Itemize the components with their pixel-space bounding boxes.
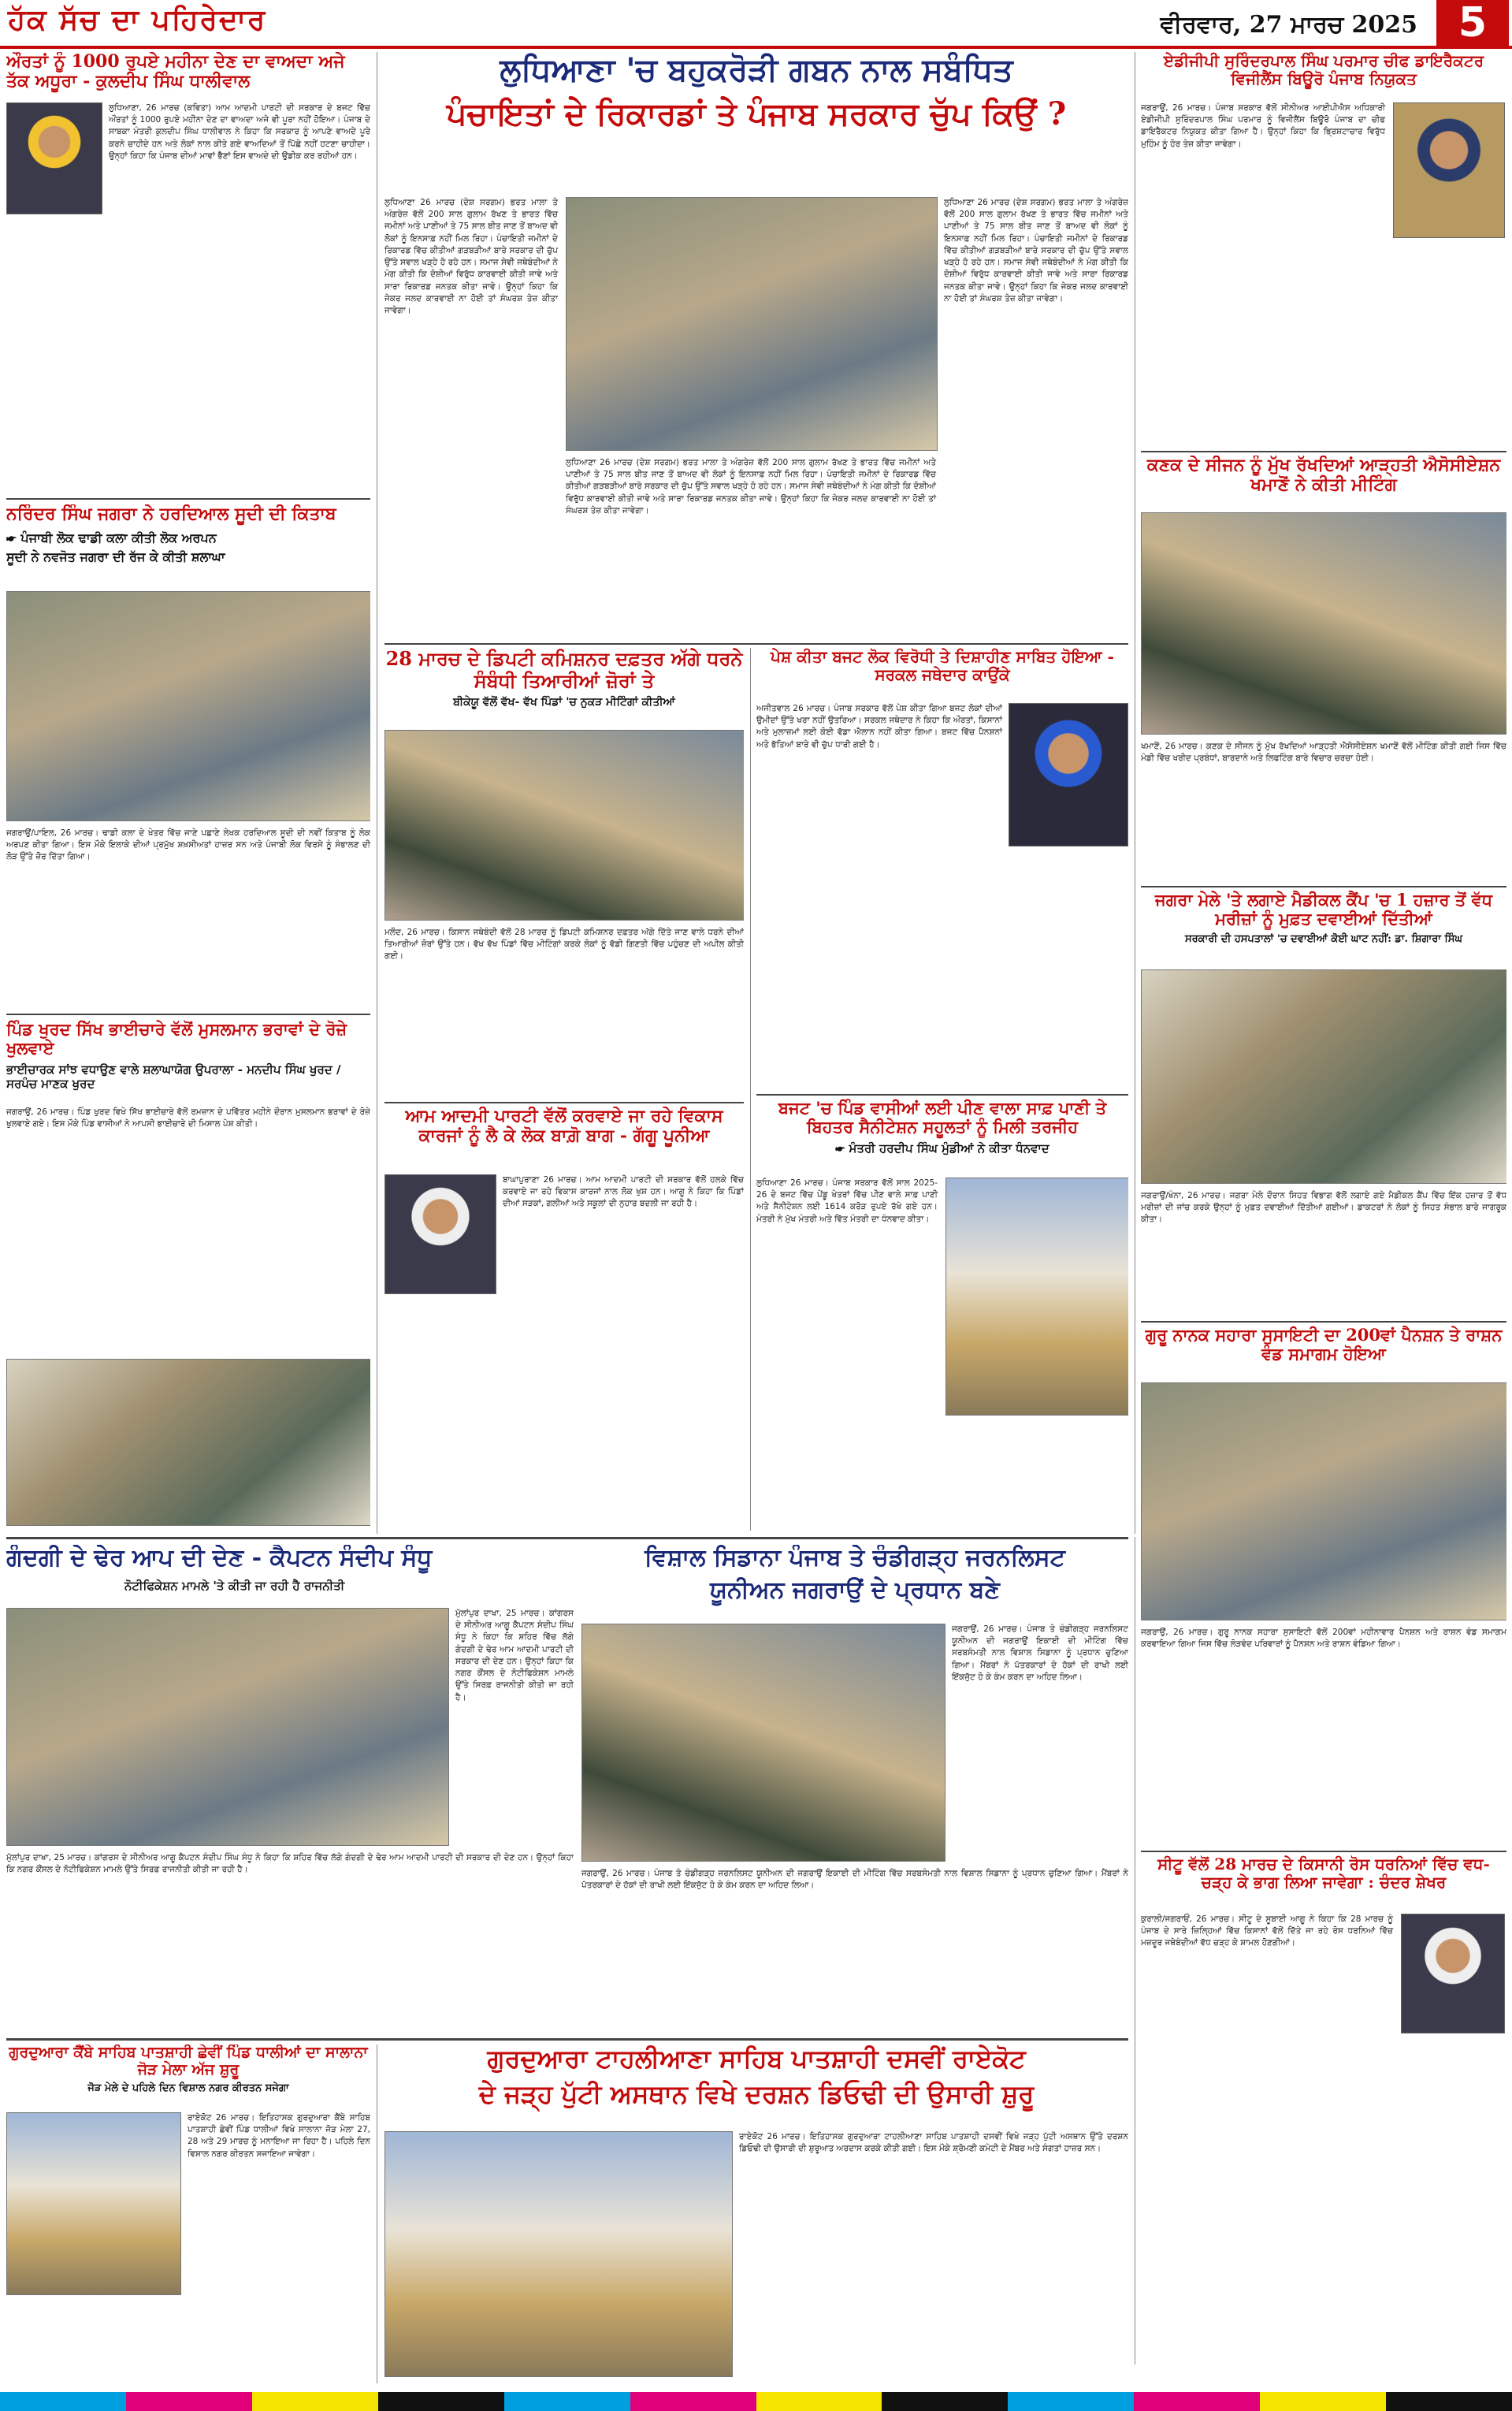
section-divider [6,1537,1128,1539]
color-swatch [756,2392,882,2411]
article-body-continued: ਜਗਰਾਉਂ, 26 ਮਾਰਚ। ਪੰਜਾਬ ਤੇ ਚੰਡੀਗੜ੍ਹ ਜਰਨਲਿਸਟ ਯੂਨੀਅਨ ਦੀ ਜਗਰਾਉਂ ਇਕਾਈ ਦੀ ਮੀਟਿੰਗ ਵਿੱਚ ਸਰਬਸੰਮਤੀ ਨਾਲ ਵਿਸ਼ਾਲ ਸਿਡਾਨਾ ਨੂੰ ਪ੍ਰਧਾਨ ਚੁਣਿਆ ਗਿਆ। ਮੈਂਬਰਾਂ ਨੇ ਪੱਤਰਕਾਰਾਂ ਦੇ ਹੱਕਾਂ ਦੀ ਰਾਖੀ ਲਈ ਇੱਕਜੁੱਟ ਹੋ ਕੇ ਕੰਮ ਕਰਨ ਦਾ ਅਹਿਦ ਲਿਆ। [581,1869,1128,1891]
story-journalist [581,1545,1128,2033]
portrait-photo [385,1174,496,1294]
subheadline: ਨੋਟੀਫਿਕੇਸ਼ਨ ਮਾਮਲੇ 'ਤੇ ਕੀਤੀ ਜਾ ਰਹੀ ਹੈ ਰਾਜਨੀਤੀ [124,1578,345,1593]
headline-line2: ਦੇ ਜੜ੍ਹ ਪੁੱਟੀ ਅਸਥਾਨ ਵਿਖੇ ਦਰਸ਼ਨ ਡਿਓਢੀ ਦੀ ਉਸਾਰੀ ਸ਼ੁਰੂ [478,2078,1035,2109]
article-body: ਜਗਰਾਉਂ, 26 ਮਾਰਚ। ਪੰਜਾਬ ਤੇ ਚੰਡੀਗੜ੍ਹ ਜਰਨਲਿਸਟ ਯੂਨੀਅਨ ਦੀ ਜਗਰਾਉਂ ਇਕਾਈ ਦੀ ਮੀਟਿੰਗ ਵਿੱਚ ਸਰਬਸੰਮਤੀ ਨਾਲ ਵਿਸ਼ਾਲ ਸਿਡਾਨਾ ਨੂੰ ਪ੍ਰਧਾਨ ਚੁਣਿਆ ਗਿਆ। ਮੈਂਬਰਾਂ ਨੇ ਪੱਤਰਕਾਰਾਂ ਦੇ ਹੱਕਾਂ ਦੀ ਰਾਖੀ ਲਈ ਇੱਕਜੁੱਟ ਹੋ ਕੇ ਕੰਮ ਕਰਨ ਦਾ ਅਹਿਦ ਲਿਆ। [952,1624,1128,1682]
headline: ਏਡੀਜੀਪੀ ਸੁਰਿੰਦਰਪਾਲ ਸਿੰਘ ਪਰਮਾਰ ਚੀਫ ਡਾਇਰੈਕਟਰ ਵਿਜੀਲੈਂਸ ਬਿਊਰੋ ਪੰਜਾਬ ਨਿਯੁਕਤ [1163,52,1484,88]
article-body: ਰਾਏਕੋਟ 26 ਮਾਰਚ। ਇਤਿਹਾਸਕ ਗੁਰਦੁਆਰਾ ਟਾਹਲੀਆਣਾ ਸਾਹਿਬ ਪਾਤਸ਼ਾਹੀ ਦਸਵੀਂ ਵਿਖੇ ਜੜ੍ਹ ਪੁੱਟੀ ਅਸਥਾਨ ਉੱਤੇ ਦਰਸ਼ਨ ਡਿਓਢੀ ਦੀ ਉਸਾਰੀ ਦੀ ਸ਼ੁਰੂਆਤ ਅਰਦਾਸ ਕਰਕੇ ਕੀਤੀ ਗਈ। ਇਸ ਮੌਕੇ ਸ਼੍ਰੋਮਣੀ ਕਮੇਟੀ ਦੇ ਮੈਂਬਰ ਅਤੇ ਸੰਗਤਾਂ ਹਾਜ਼ਰ ਸਨ। [739,2132,1128,2154]
color-registration-bar [0,2392,1512,2411]
issue-date: ਵੀਰਵਾਰ, 27 ਮਾਰਚ 2025 [1160,11,1417,39]
article-body-continued: ਮੁੱਲਾਂਪੁਰ ਦਾਖਾ, 25 ਮਾਰਚ। ਕਾਂਗਰਸ ਦੇ ਸੀਨੀਅਰ ਆਗੂ ਕੈਪਟਨ ਸੰਦੀਪ ਸਿੰਘ ਸੰਧੂ ਨੇ ਕਿਹਾ ਕਿ ਸ਼ਹਿਰ ਵਿੱਚ ਲੱਗੇ ਗੰਦਗੀ ਦੇ ਢੇਰ ਆਮ ਆਦਮੀ ਪਾਰਟੀ ਦੀ ਸਰਕਾਰ ਦੀ ਦੇਣ ਹਨ। ਉਨ੍ਹਾਂ ਕਿਹਾ ਕਿ ਨਗਰ ਕੌਂਸਲ ਦੇ ਨੋਟੀਫਿਕੇਸ਼ਨ ਮਾਮਲੇ ਉੱਤੇ ਸਿਰਫ਼ ਰਾਜਨੀਤੀ ਕੀਤੀ ਜਾ ਰਹੀ ਹੈ। [6,1853,574,1875]
main-headline-block [385,52,1128,191]
story-sandeep-sandhu [6,1545,574,2033]
headline: ਪਿੰਡ ਖੁਰਦ ਸਿੱਖ ਭਾਈਚਾਰੇ ਵੱਲੋਂ ਮੁਸਲਮਾਨ ਭਰਾਵਾਂ ਦੇ ਰੋਜ਼ੇ ਖੁਲਵਾਏ [6,1020,347,1059]
headline: ਆਮ ਆਦਮੀ ਪਾਰਟੀ ਵੱਲੋਂ ਕਰਵਾਏ ਜਾ ਰਹੇ ਵਿਕਾਸ ਕਾਰਜਾਂ ਨੂੰ ਲੈ ਕੇ ਲੋਕ ਬਾਗ਼ੋ ਬਾਗ - ਗੱਗੂ ਪੂਨੀਆ [405,1107,723,1147]
story-wheat-season [1141,456,1506,881]
story-kuldeep [6,52,370,493]
headline: ਜਗਰਾ ਮੇਲੇ 'ਤੇ ਲਗਾਏ ਮੈਡੀਕਲ ਕੈਂਪ 'ਚ 1 ਹਜ਼ਾਰ ਤੋਂ ਵੱਧ ਮਰੀਜ਼ਾਂ ਨੂੰ ਮੁਫ਼ਤ ਦਵਾਈਆਂ ਦਿੱਤੀਆਂ [1155,891,1492,929]
event-photo [581,1624,945,1862]
story-divider [385,1102,744,1103]
color-swatch [0,2392,126,2411]
color-swatch [1134,2392,1260,2411]
headline: ਗੁਰਦੁਆਰਾ ਕੈਂਬੇ ਸਾਹਿਬ ਪਾਤਸ਼ਾਹੀ ਛੇਵੀਂ ਪਿੰਡ ਧਾਲੀਆਂ ਦਾ ਸਾਲਾਨਾ ਜੋੜ ਮੇਲਾ ਅੱਜ ਸ਼ੁਰੂ [9,2045,368,2078]
story-medical-camp [1141,891,1506,1316]
headline: ਬਜਟ 'ਚ ਪਿੰਡ ਵਾਸੀਆਂ ਲਈ ਪੀਣ ਵਾਲਾ ਸਾਫ਼ ਪਾਣੀ ਤੇ ਬਿਹਤਰ ਸੈਨੀਟੇਸ਼ਨ ਸਹੂਲਤਾਂ ਨੂੰ ਮਿਲੀ ਤਰਜੀਹ [778,1099,1107,1137]
color-swatch [882,2392,1008,2411]
article-body: ਬਾਘਾਪੁਰਾਣਾ 26 ਮਾਰਚ। ਆਮ ਆਦਮੀ ਪਾਰਟੀ ਦੀ ਸਰਕਾਰ ਵੱਲੋਂ ਹਲਕੇ ਵਿੱਚ ਕਰਵਾਏ ਜਾ ਰਹੇ ਵਿਕਾਸ ਕਾਰਜਾਂ ਨਾਲ ਲੋਕ ਖੁਸ਼ ਹਨ। ਆਗੂ ਨੇ ਕਿਹਾ ਕਿ ਪਿੰਡਾਂ ਦੀਆਂ ਸੜਕਾਂ, ਗਲੀਆਂ ਅਤੇ ਸਕੂਲਾਂ ਦੀ ਨੁਹਾਰ ਬਦਲੀ ਜਾ ਰਹੀ ਹੈ। [503,1175,744,1209]
minister-photo [945,1178,1128,1416]
page-number: 5 [1436,0,1509,46]
event-photo [6,1359,370,1526]
story-tahliana [385,2045,1128,2383]
color-swatch [1260,2392,1386,2411]
subheadline: ☛ ਮੰਤਰੀ ਹਰਦੀਪ ਸਿੰਘ ਮੁੰਡੀਆਂ ਨੇ ਕੀਤਾ ਧੰਨਵਾਦ [835,1141,1049,1156]
headline: ਨਰਿੰਦਰ ਸਿੰਘ ਜਗਰਾ ਨੇ ਹਰਦਿਆਲ ਸੂਦੀ ਦੀ ਕਿਤਾਬ [6,504,336,524]
story-divider [1141,886,1506,887]
story-gurdwara-kainbe [6,2045,370,2383]
article-body: ਲੁਧਿਆਣਾ, 26 ਮਾਰਚ (ਕਵਿਤਾ) ਆਮ ਆਦਮੀ ਪਾਰਟੀ ਦੀ ਸਰਕਾਰ ਦੇ ਬਜਟ ਵਿੱਚ ਔਰਤਾਂ ਨੂੰ 1000 ਰੁਪਏ ਮਹੀਨਾ ਦੇਣ ਦਾ ਵਾਅਦਾ ਅਜੇ ਵੀ ਪੂਰਾ ਨਹੀਂ ਹੋਇਆ। ਪੰਜਾਬ ਦੇ ਸਾਬਕਾ ਮੰਤਰੀ ਕੁਲਦੀਪ ਸਿੰਘ ਧਾਲੀਵਾਲ ਨੇ ਕਿਹਾ ਕਿ ਸਰਕਾਰ ਨੂੰ ਆਪਣੇ ਵਾਅਦੇ ਪੂਰੇ ਕਰਨੇ ਚਾਹੀਦੇ ਹਨ ਅਤੇ ਲੋਕਾਂ ਨਾਲ ਕੀਤੇ ਗਏ ਵਾਅਦਿਆਂ ਤੋਂ ਪਿੱਛੇ ਨਹੀਂ ਹਟਣਾ ਚਾਹੀਦਾ। ਉਨ੍ਹਾਂ ਕਿਹਾ ਕਿ ਪੰਜਾਬ ਦੀਆਂ ਮਾਵਾਂ ਭੈਣਾਂ ਇਸ ਵਾਅਦੇ ਦੀ ਉਡੀਕ ਕਰ ਰਹੀਆਂ ਹਨ। [109,103,370,161]
subheadline: ਸਰਕਾਰੀ ਦੀ ਹਸਪਤਾਲਾਂ 'ਚ ਦਵਾਈਆਂ ਕੋਈ ਘਾਟ ਨਹੀਂ: ਡਾ. ਸ਼ਿਗਾਰਾ ਸਿੰਘ [1184,933,1463,946]
subheadline-2: ਸੂਦੀ ਨੇ ਨਵਜੋਤ ਜਗਰਾ ਦੀ ਰੱਜ ਕੇ ਕੀਤੀ ਸ਼ਲਾਘਾ [6,549,225,565]
subheadline: ਜੋੜ ਮੇਲੇ ਦੇ ਪਹਿਲੇ ਦਿਨ ਵਿਸ਼ਾਲ ਨਗਰ ਕੀਰਤਨ ਸਜੇਗਾ [87,2082,289,2094]
story-aap-development [385,1107,744,1532]
story-roza-iftar [6,1020,370,1532]
color-swatch [504,2392,630,2411]
article-body: ਅਜੀਤਵਾਲ 26 ਮਾਰਚ। ਪੰਜਾਬ ਸਰਕਾਰ ਵੱਲੋਂ ਪੇਸ਼ ਕੀਤਾ ਗਿਆ ਬਜਟ ਲੋਕਾਂ ਦੀਆਂ ਉਮੀਦਾਂ ਉੱਤੇ ਖਰਾ ਨਹੀਂ ਉਤਰਿਆ। ਸਰਕਲ ਜਥੇਦਾਰ ਨੇ ਕਿਹਾ ਕਿ ਔਰਤਾਂ, ਕਿਸਾਨਾਂ ਅਤੇ ਮੁਲਾਜ਼ਮਾਂ ਲਈ ਕੋਈ ਵੱਡਾ ਐਲਾਨ ਨਹੀਂ ਕੀਤਾ ਗਿਆ। ਬਜਟ ਵਿੱਚ ਪੈਨਸ਼ਨਾਂ ਅਤੇ ਭੱਤਿਆਂ ਬਾਰੇ ਵੀ ਚੁੱਪ ਧਾਰੀ ਗਈ ਹੈ। [756,704,1002,750]
color-swatch [252,2392,378,2411]
meeting-photo [1141,512,1506,735]
article-body: ਲੁਧਿਆਣਾ 26 ਮਾਰਚ (ਦੇਸ਼ ਸਰਗਮ) ਭਰਤ ਮਾਲਾ ਤੇ ਅੰਗਰੇਜ਼ ਵੱਲੋਂ 200 ਸਾਲ ਗੁਲਾਮ ਰੱਖਣ ਤੇ ਭਾਰਤ ਵਿੱਚ ਜਮੀਨਾਂ ਅਤੇ ਪਾਣੀਆਂ ਤੇ 75 ਸਾਲ ਬੀਤ ਜਾਣ ਤੋਂ ਬਾਅਦ ਵੀ ਲੋਕਾਂ ਨੂੰ ਇਨਸਾਫ਼ ਨਹੀਂ ਮਿਲ ਰਿਹਾ। ਪੰਚਾਇਤੀ ਜਮੀਨਾਂ ਦੇ ਰਿਕਾਰਡ ਵਿੱਚ ਕੀਤੀਆਂ ਗੜਬੜੀਆਂ ਬਾਰੇ ਸਰਕਾਰ ਦੀ ਚੁੱਪ ਉੱਤੇ ਸਵਾਲ ਖੜ੍ਹੇ ਹੋ ਰਹੇ ਹਨ। ਸਮਾਜ ਸੇਵੀ ਜਥੇਬੰਦੀਆਂ ਨੇ ਮੰਗ ਕੀਤੀ ਕਿ ਦੋਸ਼ੀਆਂ ਵਿਰੁੱਧ ਕਾਰਵਾਈ ਕੀਤੀ ਜਾਵੇ ਅਤੇ ਸਾਰਾ ਰਿਕਾਰਡ ਜਨਤਕ ਕੀਤਾ ਜਾਵੇ। ਉਨ੍ਹਾਂ ਕਿਹਾ ਕਿ ਜੇਕਰ ਜਲਦ ਕਾਰਵਾਈ ਨਾ ਹੋਈ ਤਾਂ ਸੰਘਰਸ਼ ਤੇਜ਼ ਕੀਤਾ ਜਾਵੇਗਾ। [385,198,558,315]
headline-line1: ਗੁਰਦੁਆਰਾ ਟਾਹਲੀਆਣਾ ਸਾਹਿਬ ਪਾਤਸ਼ਾਹੀ ਦਸਵੀਂ ਰਾਏਕੋਟ [487,2045,1026,2074]
event-photo [6,591,370,821]
article-body: ਲੁਧਿਆਣਾ 26 ਮਾਰਚ। ਪੰਜਾਬ ਸਰਕਾਰ ਵੱਲੋਂ ਸਾਲ 2025-26 ਦੇ ਬਜਟ ਵਿੱਚ ਪੇਂਡੂ ਖੇਤਰਾਂ ਵਿੱਚ ਪੀਣ ਵਾਲੇ ਸਾਫ਼ ਪਾਣੀ ਅਤੇ ਸੈਨੀਟੇਸ਼ਨ ਲਈ 1614 ਕਰੋੜ ਰੁਪਏ ਰੱਖੇ ਗਏ ਹਨ। ਮੰਤਰੀ ਨੇ ਮੁੱਖ ਮੰਤਰੀ ਅਤੇ ਵਿੱਤ ਮੰਤਰੀ ਦਾ ਧੰਨਵਾਦ ਕੀਤਾ। [756,1178,938,1224]
story-divider [6,498,370,500]
article-body: ਜਗਰਾਉਂ, 26 ਮਾਰਚ। ਪਿੰਡ ਖੁਰਦ ਵਿਖੇ ਸਿੱਖ ਭਾਈਚਾਰੇ ਵੱਲੋਂ ਰਮਜ਼ਾਨ ਦੇ ਪਵਿੱਤਰ ਮਹੀਨੇ ਦੌਰਾਨ ਮੁਸਲਮਾਨ ਭਰਾਵਾਂ ਦੇ ਰੋਜ਼ੇ ਖੁਲਵਾਏ ਗਏ। ਇਸ ਮੌਕੇ ਪਿੰਡ ਵਾਸੀਆਂ ਨੇ ਆਪਸੀ ਭਾਈਚਾਰੇ ਦੀ ਮਿਸਾਲ ਪੇਸ਼ ਕੀਤੀ। [6,1107,370,1129]
portrait-photo [1401,1914,1505,2033]
subheadline: ☛ ਪੰਜਾਬੀ ਲੋਕ ਢਾਡੀ ਕਲਾ ਕੀਤੀ ਲੋਕ ਅਰਪਨ [6,530,217,546]
camp-photo [1141,969,1506,1184]
article-body: ਕੁਰਾਲੀ/ਜਗਰਾਓਂ, 26 ਮਾਰਚ। ਸੀਟੂ ਦੇ ਸੂਬਾਈ ਆਗੂ ਨੇ ਕਿਹਾ ਕਿ 28 ਮਾਰਚ ਨੂੰ ਪੰਜਾਬ ਦੇ ਸਾਰੇ ਜ਼ਿਲ੍ਹਿਆਂ ਵਿੱਚ ਕਿਸਾਨਾਂ ਵੱਲੋਂ ਦਿੱਤੇ ਜਾ ਰਹੇ ਰੋਸ ਧਰਨਿਆਂ ਵਿੱਚ ਮਜ਼ਦੂਰ ਜਥੇਬੰਦੀਆਂ ਵੱਧ ਚੜ੍ਹ ਕੇ ਸ਼ਾਮਲ ਹੋਣਗੀਆਂ। [1141,1914,1393,1948]
newspaper-title: ਹੱਕ ਸੱਚ ਦਾ ਪਹਿਰੇਦਾਰ [8,3,267,36]
column-divider [750,648,751,1531]
story-divider [6,1014,370,1015]
event-photo [1141,1382,1506,1620]
subheadline: ਬੀਕੇਯੂ ਵੱਲੋਂ ਵੱਖ- ਵੱਖ ਪਿੰਡਾਂ 'ਚ ਨੁਕੜ ਮੀਟਿੰਗਾਂ ਕੀਤੀਆਂ [453,696,675,709]
article-body: ਖਮਾਣੋਂ, 26 ਮਾਰਚ। ਕਣਕ ਦੇ ਸੀਜਨ ਨੂੰ ਮੁੱਖ ਰੱਖਦਿਆਂ ਆੜ੍ਹਤੀ ਐਸੋਸੀਏਸ਼ਨ ਖਮਾਣੋਂ ਵੱਲੋਂ ਮੀਟਿੰਗ ਕੀਤੀ ਗਈ ਜਿਸ ਵਿੱਚ ਮੰਡੀ ਵਿੱਚ ਖਰੀਦ ਪ੍ਰਬੰਧਾਂ, ਬਾਰਦਾਨੇ ਅਤੇ ਲਿਫਟਿੰਗ ਬਾਰੇ ਵਿਚਾਰ ਚਰਚਾ ਹੋਈ। [1141,742,1506,764]
masthead [0,0,1512,49]
article-body: ਮਲੌਦ, 26 ਮਾਰਚ। ਕਿਸਾਨ ਜਥੇਬੰਦੀ ਵੱਲੋਂ 28 ਮਾਰਚ ਨੂੰ ਡਿਪਟੀ ਕਮਿਸ਼ਨਰ ਦਫ਼ਤਰ ਅੱਗੇ ਦਿੱਤੇ ਜਾਣ ਵਾਲੇ ਧਰਨੇ ਦੀਆਂ ਤਿਆਰੀਆਂ ਜ਼ੋਰਾਂ ਉੱਤੇ ਹਨ। ਵੱਖ ਵੱਖ ਪਿੰਡਾਂ ਵਿੱਚ ਮੀਟਿੰਗਾਂ ਕਰਕੇ ਲੋਕਾਂ ਨੂੰ ਵੱਡੀ ਗਿਣਤੀ ਵਿੱਚ ਪਹੁੰਚਣ ਦੀ ਅਪੀਲ ਕੀਤੀ ਗਈ। [385,928,744,962]
color-swatch [378,2392,504,2411]
headline: ਔਰਤਾਂ ਨੂੰ 1000 ਰੁਪਏ ਮਹੀਨਾ ਦੇਣ ਦਾ ਵਾਅਦਾ ਅਜੇ ਤੱਕ ਅਧੂਰਾ - ਕੁਲਦੀਪ ਸਿੰਘ ਧਾਲੀਵਾਲ [6,52,345,92]
story-budget-anti [756,648,1128,1089]
color-swatch [630,2392,756,2411]
article-body: ਰਾਏਕੋਟ 26 ਮਾਰਚ। ਇਤਿਹਾਸਕ ਗੁਰਦੁਆਰਾ ਕੈਂਬੇ ਸਾਹਿਬ ਪਾਤਸ਼ਾਹੀ ਛੇਵੀਂ ਪਿੰਡ ਧਾਲੀਆਂ ਵਿਖੇ ਸਾਲਾਨਾ ਜੋੜ ਮੇਲਾ 27, 28 ਅਤੇ 29 ਮਾਰਚ ਨੂੰ ਮਨਾਇਆ ਜਾ ਰਿਹਾ ਹੈ। ਪਹਿਲੇ ਦਿਨ ਵਿਸ਼ਾਲ ਨਗਰ ਕੀਰਤਨ ਸਜਾਇਆ ਜਾਵੇਗਾ। [188,2113,370,2159]
portrait-photo [6,102,102,214]
portrait-photo [1009,703,1128,846]
story-divider [385,643,1128,645]
event-photo [385,730,744,921]
headline-line2: ਯੂਨੀਅਨ ਜਗਰਾਉਂ ਦੇ ਪ੍ਰਧਾਨ ਬਣੇ [710,1576,1000,1604]
subheadline: ਭਾਈਚਾਰਕ ਸਾਂਝ ਵਧਾਉਣ ਵਾਲੇ ਸ਼ਲਾਘਾਯੋਗ ਉਪਰਾਲਾ - ਮਨਦੀਪ ਸਿੰਘ ਖੁਰਦ / ਸਰਪੰਚ ਮਾਣਕ ਖੁਰਦ [6,1062,341,1092]
headline: ਸੀਟੂ ਵੱਲੋਂ 28 ਮਾਰਚ ਦੇ ਕਿਸਾਨੀ ਰੋਸ ਧਰਨਿਆਂ ਵਿੱਚ ਵਧ- ਚੜ੍ਹ ਕੇ ਭਾਗ ਲਿਆ ਜਾਵੇਗਾ : ਚੰਦਰ ਸ਼ੇਖਰ [1157,1855,1490,1892]
story-farmers-protest [1141,1855,1506,2383]
article-body: ਜਗਰਾਉਂ/ਪਾਇਲ, 26 ਮਾਰਚ। ਢਾਡੀ ਕਲਾ ਦੇ ਖੇਤਰ ਵਿੱਚ ਜਾਣੇ ਪਛਾਣੇ ਲੇਖਕ ਹਰਦਿਆਲ ਸੂਦੀ ਦੀ ਨਵੀਂ ਕਿਤਾਬ ਨੂੰ ਲੋਕ ਅਰਪਣ ਕੀਤਾ ਗਿਆ। ਇਸ ਮੌਕੇ ਇਲਾਕੇ ਦੀਆਂ ਪ੍ਰਮੁੱਖ ਸ਼ਖ਼ਸੀਅਤਾਂ ਹਾਜ਼ਰ ਸਨ ਅਤੇ ਪੰਜਾਬੀ ਲੋਕ ਵਿਰਸੇ ਨੂੰ ਸੰਭਾਲਣ ਦੀ ਲੋੜ ਉੱਤੇ ਜ਼ੋਰ ਦਿੱਤਾ ਗਿਆ। [6,828,370,862]
story-vigilance [1141,52,1506,446]
headline: ਕਣਕ ਦੇ ਸੀਜਨ ਨੂੰ ਮੁੱਖ ਰੱਖਦਿਆਂ ਆੜ੍ਹਤੀ ਐਸੋਸੀਏਸ਼ਨ ਖਮਾਣੋਂ ਨੇ ਕੀਤੀ ਮੀਟਿੰਗ [1146,456,1501,496]
headline: 28 ਮਾਰਚ ਦੇ ਡਿਪਟੀ ਕਮਿਸ਼ਨਰ ਦਫ਼ਤਰ ਅੱਗੇ ਧਰਨੇ ਸੰਬੰਧੀ ਤਿਆਰੀਆਂ ਜ਼ੋਰਾਂ ਤੇ [385,648,743,692]
headline-line1: ਵਿਸ਼ਾਲ ਸਿਡਾਨਾ ਪੰਜਾਬ ਤੇ ਚੰਡੀਗੜ੍ਹ ਜਰਨਲਿਸਟ [645,1545,1065,1572]
story-guru-nanak [1141,1326,1506,1846]
section-divider [6,2038,1128,2041]
story-budget-water [756,1099,1128,1532]
color-swatch [1386,2392,1512,2411]
article-body-continued: ਲੁਧਿਆਣਾ 26 ਮਾਰਚ (ਦੇਸ਼ ਸਰਗਮ) ਭਰਤ ਮਾਲਾ ਤੇ ਅੰਗਰੇਜ਼ ਵੱਲੋਂ 200 ਸਾਲ ਗੁਲਾਮ ਰੱਖਣ ਤੇ ਭਾਰਤ ਵਿੱਚ ਜਮੀਨਾਂ ਅਤੇ ਪਾਣੀਆਂ ਤੇ 75 ਸਾਲ ਬੀਤ ਜਾਣ ਤੋਂ ਬਾਅਦ ਵੀ ਲੋਕਾਂ ਨੂੰ ਇਨਸਾਫ਼ ਨਹੀਂ ਮਿਲ ਰਿਹਾ। ਪੰਚਾਇਤੀ ਜਮੀਨਾਂ ਦੇ ਰਿਕਾਰਡ ਵਿੱਚ ਕੀਤੀਆਂ ਗੜਬੜੀਆਂ ਬਾਰੇ ਸਰਕਾਰ ਦੀ ਚੁੱਪ ਉੱਤੇ ਸਵਾਲ ਖੜ੍ਹੇ ਹੋ ਰਹੇ ਹਨ। ਸਮਾਜ ਸੇਵੀ ਜਥੇਬੰਦੀਆਂ ਨੇ ਮੰਗ ਕੀਤੀ ਕਿ ਦੋਸ਼ੀਆਂ ਵਿਰੁੱਧ ਕਾਰਵਾਈ ਕੀਤੀ ਜਾਵੇ ਅਤੇ ਸਾਰਾ ਰਿਕਾਰਡ ਜਨਤਕ ਕੀਤਾ ਜਾਵੇ। ਉਨ੍ਹਾਂ ਕਿਹਾ ਕਿ ਜੇਕਰ ਜਲਦ ਕਾਰਵਾਈ ਨਾ ਹੋਈ ਤਾਂ ਸੰਘਰਸ਼ ਤੇਜ਼ ਕੀਤਾ ਜਾਵੇਗਾ। [566,458,936,515]
headline: ਗੁਰੂ ਨਾਨਕ ਸਹਾਰਾ ਸੁਸਾਇਟੀ ਦਾ 200ਵਾਂ ਪੈਨਸ਼ਨ ਤੇ ਰਾਸ਼ਨ ਵੰਡ ਸਮਾਗਮ ਹੋਇਆ [1145,1326,1503,1364]
construction-photo [385,2131,733,2377]
main-headline-line2: ਪੰਚਾਇਤਾਂ ਦੇ ਰਿਕਾਰਡਾਂ ਤੇ ਪੰਜਾਬ ਸਰਕਾਰ ਚੁੱਪ ਕਿਉਂ ? [446,95,1067,132]
article-body: ਜਗਰਾਉਂ, 26 ਮਾਰਚ। ਪੰਜਾਬ ਸਰਕਾਰ ਵੱਲੋਂ ਸੀਨੀਅਰ ਆਈਪੀਐਸ ਅਧਿਕਾਰੀ ਏਡੀਜੀਪੀ ਸੁਰਿੰਦਰਪਾਲ ਸਿੰਘ ਪਰਮਾਰ ਨੂੰ ਵਿਜੀਲੈਂਸ ਬਿਊਰੋ ਪੰਜਾਬ ਦਾ ਚੀਫ ਡਾਇਰੈਕਟਰ ਨਿਯੁਕਤ ਕੀਤਾ ਗਿਆ ਹੈ। ਉਨ੍ਹਾਂ ਕਿਹਾ ਕਿ ਭ੍ਰਿਸ਼ਟਾਚਾਰ ਵਿਰੁੱਧ ਮੁਹਿੰਮ ਨੂੰ ਹੋਰ ਤੇਜ਼ ਕੀਤਾ ਜਾਵੇਗਾ। [1141,103,1385,149]
article-body: ਜਗਰਾਉਂ/ਖੰਨਾ, 26 ਮਾਰਚ। ਜਗਰਾ ਮੇਲੇ ਦੌਰਾਨ ਸਿਹਤ ਵਿਭਾਗ ਵੱਲੋਂ ਲਗਾਏ ਗਏ ਮੈਡੀਕਲ ਕੈਂਪ ਵਿੱਚ ਇੱਕ ਹਜ਼ਾਰ ਤੋਂ ਵੱਧ ਮਰੀਜ਼ਾਂ ਦੀ ਜਾਂਚ ਕਰਕੇ ਉਨ੍ਹਾਂ ਨੂੰ ਮੁਫ਼ਤ ਦਵਾਈਆਂ ਦਿੱਤੀਆਂ ਗਈਆਂ। ਡਾਕਟਰਾਂ ਨੇ ਲੋਕਾਂ ਨੂੰ ਸਿਹਤ ਸੰਭਾਲ ਬਾਰੇ ਜਾਗਰੂਕ ਕੀਤਾ। [1141,1191,1506,1225]
story-divider [756,1094,1128,1096]
story-main [385,197,1128,638]
color-swatch [1008,2392,1134,2411]
story-divider [1141,451,1506,452]
color-swatch [126,2392,252,2411]
portrait-photo [1393,102,1505,238]
story-jagraon-book [6,504,370,1009]
main-headline-line1: ਲੁਧਿਆਣਾ 'ਚ ਬਹੁਕਰੋੜੀ ਗਬਨ ਨਾਲ ਸਬੰਧਿਤ [500,52,1013,88]
headline: ਗੰਦਗੀ ਦੇ ਢੇਰ ਆਪ ਦੀ ਦੇਣ - ਕੈਪਟਨ ਸੰਦੀਪ ਸੰਧੂ [6,1545,433,1572]
story-divider [1141,1851,1506,1852]
story-dc-office [385,648,744,1097]
article-body: ਜਗਰਾਉਂ, 26 ਮਾਰਚ। ਗੁਰੂ ਨਾਨਕ ਸਹਾਰਾ ਸੁਸਾਇਟੀ ਵੱਲੋਂ 200ਵਾਂ ਮਹੀਨਾਵਾਰ ਪੈਨਸ਼ਨ ਅਤੇ ਰਾਸ਼ਨ ਵੰਡ ਸਮਾਗਮ ਕਰਵਾਇਆ ਗਿਆ ਜਿਸ ਵਿੱਚ ਲੋੜਵੰਦ ਪਰਿਵਾਰਾਂ ਨੂੰ ਪੈਨਸ਼ਨ ਅਤੇ ਰਾਸ਼ਨ ਵੰਡਿਆ ਗਿਆ। [1141,1628,1506,1650]
article-body-continued-2: ਲੁਧਿਆਣਾ 26 ਮਾਰਚ (ਦੇਸ਼ ਸਰਗਮ) ਭਰਤ ਮਾਲਾ ਤੇ ਅੰਗਰੇਜ਼ ਵੱਲੋਂ 200 ਸਾਲ ਗੁਲਾਮ ਰੱਖਣ ਤੇ ਭਾਰਤ ਵਿੱਚ ਜਮੀਨਾਂ ਅਤੇ ਪਾਣੀਆਂ ਤੇ 75 ਸਾਲ ਬੀਤ ਜਾਣ ਤੋਂ ਬਾਅਦ ਵੀ ਲੋਕਾਂ ਨੂੰ ਇਨਸਾਫ਼ ਨਹੀਂ ਮਿਲ ਰਿਹਾ। ਪੰਚਾਇਤੀ ਜਮੀਨਾਂ ਦੇ ਰਿਕਾਰਡ ਵਿੱਚ ਕੀਤੀਆਂ ਗੜਬੜੀਆਂ ਬਾਰੇ ਸਰਕਾਰ ਦੀ ਚੁੱਪ ਉੱਤੇ ਸਵਾਲ ਖੜ੍ਹੇ ਹੋ ਰਹੇ ਹਨ। ਸਮਾਜ ਸੇਵੀ ਜਥੇਬੰਦੀਆਂ ਨੇ ਮੰਗ ਕੀਤੀ ਕਿ ਦੋਸ਼ੀਆਂ ਵਿਰੁੱਧ ਕਾਰਵਾਈ ਕੀਤੀ ਜਾਵੇ ਅਤੇ ਸਾਰਾ ਰਿਕਾਰਡ ਜਨਤਕ ਕੀਤਾ ਜਾਵੇ। ਉਨ੍ਹਾਂ ਕਿਹਾ ਕਿ ਜੇਕਰ ਜਲਦ ਕਾਰਵਾਈ ਨਾ ਹੋਈ ਤਾਂ ਸੰਘਰਸ਼ ਤੇਜ਼ ਕੀਤਾ ਜਾਵੇਗਾ। [944,198,1128,303]
story-divider [1141,1321,1506,1323]
article-body: ਮੁੱਲਾਂਪੁਰ ਦਾਖਾ, 25 ਮਾਰਚ। ਕਾਂਗਰਸ ਦੇ ਸੀਨੀਅਰ ਆਗੂ ਕੈਪਟਨ ਸੰਦੀਪ ਸਿੰਘ ਸੰਧੂ ਨੇ ਕਿਹਾ ਕਿ ਸ਼ਹਿਰ ਵਿੱਚ ਲੱਗੇ ਗੰਦਗੀ ਦੇ ਢੇਰ ਆਮ ਆਦਮੀ ਪਾਰਟੀ ਦੀ ਸਰਕਾਰ ਦੀ ਦੇਣ ਹਨ। ਉਨ੍ਹਾਂ ਕਿਹਾ ਕਿ ਨਗਰ ਕੌਂਸਲ ਦੇ ਨੋਟੀਫਿਕੇਸ਼ਨ ਮਾਮਲੇ ਉੱਤੇ ਸਿਰਫ਼ ਰਾਜਨੀਤੀ ਕੀਤੀ ਜਾ ਰਹੀ ਹੈ। [455,1609,574,1702]
headline: ਪੇਸ਼ ਕੀਤਾ ਬਜਟ ਲੋਕ ਵਿਰੋਧੀ ਤੇ ਦਿਸ਼ਾਹੀਣ ਸਾਬਿਤ ਹੋਇਆ - ਸਰਕਲ ਜਥੇਦਾਰ ਕਾਉਂਕੇ [771,648,1114,684]
main-photo [566,197,938,451]
gurdwara-photo [6,2112,181,2295]
event-photo [6,1608,449,1846]
